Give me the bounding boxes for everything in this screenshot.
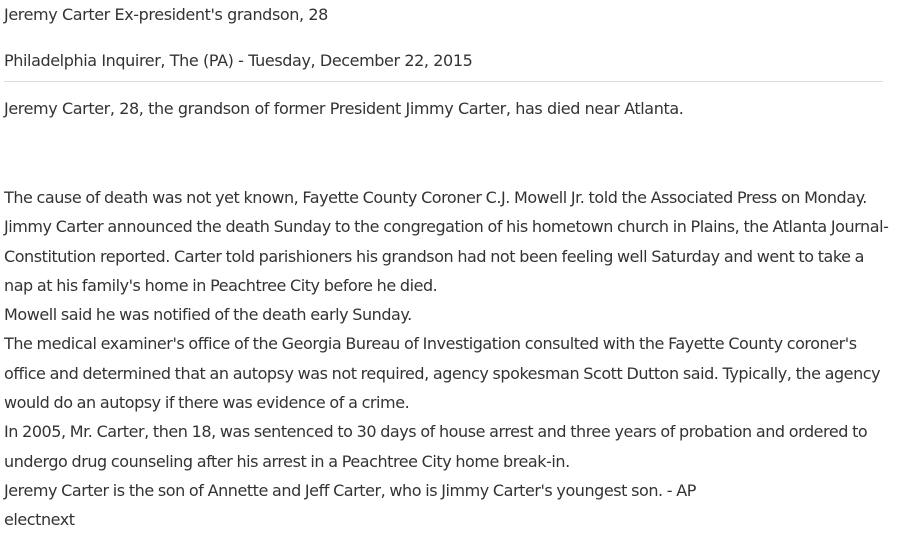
article-lede: Jeremy Carter, 28, the grandson of former President Jimmy Carter, has died near Atlanta. <box>4 99 684 118</box>
paragraph: The cause of death was not yet known, Fayette County Coroner C.J. Mowell Jr. told the Associated Press on Monday. <box>4 188 867 207</box>
article-title: Jeremy Carter Ex-president's grandson, 28 <box>4 5 328 24</box>
divider <box>4 81 883 82</box>
paragraph: electnext <box>4 510 75 530</box>
article-body <box>4 183 889 535</box>
paragraph: In 2005, Mr. Carter, then 18, was sentenced to 30 days of house arrest and three years of probation and ordered to undergo drug counseling after his arrest in a Peachtree City home break-in. <box>4 422 868 471</box>
paragraph: The medical examiner's office of the Georgia Bureau of Investigation consulted with the Fayette County coroner's office and determined that an autopsy was not required, agency spokesman Scott Dutton said. Typically, the agency would do an autopsy if there was evidence of a crime. <box>4 334 881 413</box>
paragraph: Jeremy Carter is the son of Annette and Jeff Carter, who is Jimmy Carter's youngest son. - AP <box>4 480 696 500</box>
paragraph: Mowell said he was notified of the death early Sunday. <box>4 305 412 325</box>
source-line: Philadelphia Inquirer, The (PA) - Tuesday, December 22, 2015 <box>4 51 473 70</box>
paragraph: Jimmy Carter announced the death Sunday to the congregation of his hometown church in Plains, the Atlanta Journal-Constitution reported. Carter told parishioners his grandson had not been feeling well Saturday and went to take a nap at his family's home in Peachtree City before he died. <box>4 217 889 295</box>
